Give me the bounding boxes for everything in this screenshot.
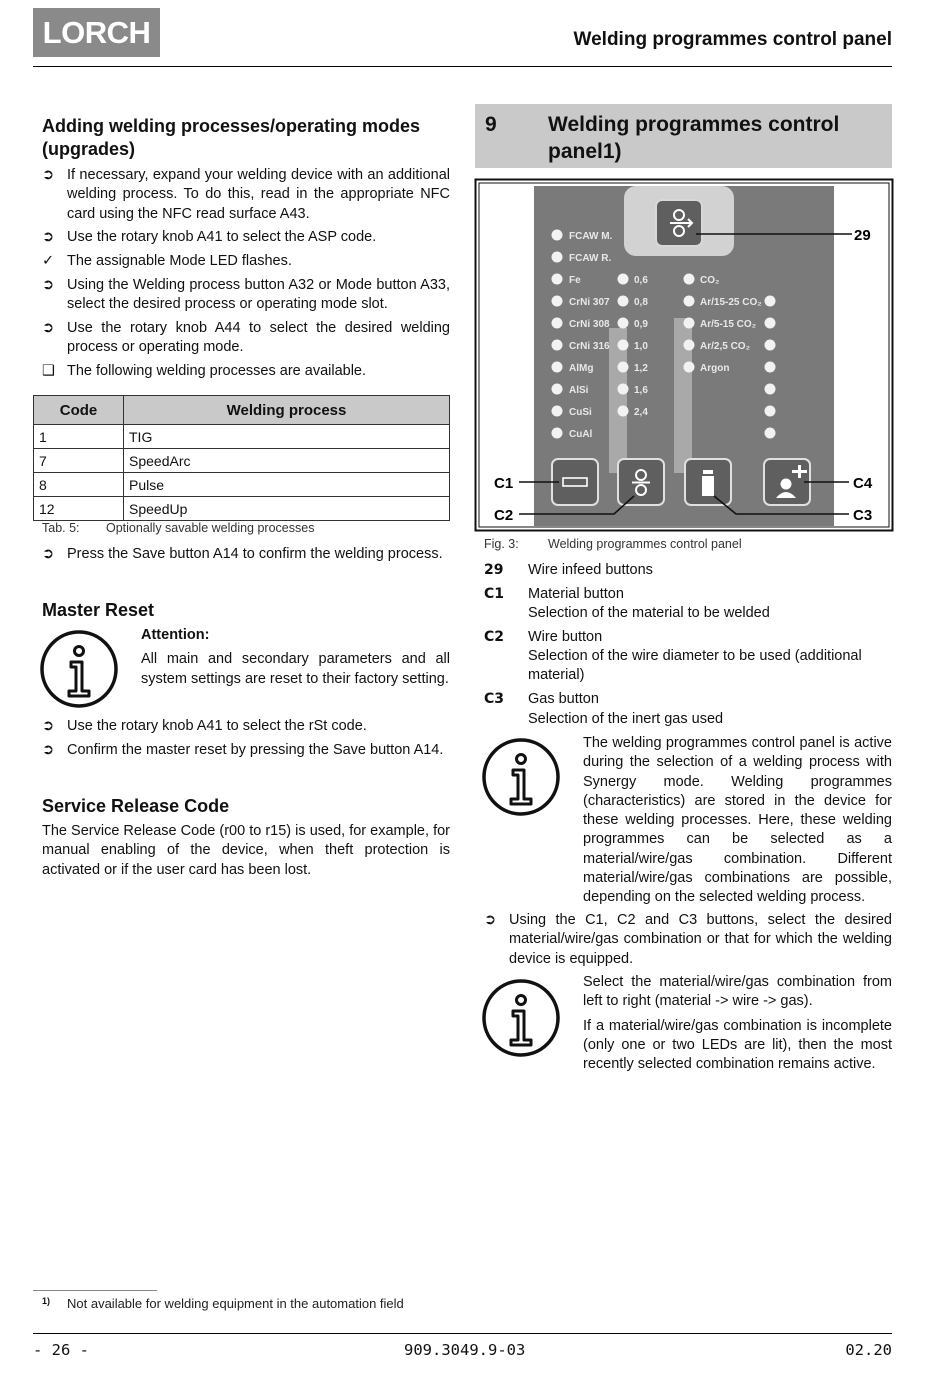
callout-c4: C4 bbox=[853, 475, 873, 492]
callout-c3: C3 bbox=[853, 507, 873, 524]
step-text: Use the rotary knob A41 to select the ASP code. bbox=[67, 229, 377, 246]
wire-led bbox=[618, 340, 629, 351]
step-symbol-icon: ➲ bbox=[42, 320, 55, 337]
info-icon bbox=[39, 629, 119, 709]
user-program-led bbox=[765, 406, 776, 417]
step-text: Confirm the master reset by pressing the Save button A14. bbox=[67, 741, 444, 758]
control-panel-figure bbox=[474, 178, 894, 532]
wire-label: 1,6 bbox=[634, 385, 648, 396]
process-cell: SpeedArc bbox=[124, 449, 450, 473]
legend-key: 29 bbox=[484, 562, 504, 578]
step-symbol-icon: ➲ bbox=[42, 167, 55, 183]
material-led bbox=[552, 230, 563, 241]
gas-label: Ar/5-15 CO₂ bbox=[700, 319, 757, 330]
material-led bbox=[552, 274, 563, 285]
wire-led bbox=[618, 384, 629, 395]
legend-key: C2 bbox=[484, 628, 505, 645]
material-led bbox=[552, 384, 563, 395]
combination-step bbox=[484, 911, 892, 973]
attention-text: All main and secondary parameters and all system settings are reset to their factory setting. bbox=[141, 651, 450, 687]
callout-29: 29 bbox=[854, 227, 871, 244]
gas-label: Ar/2,5 CO₂ bbox=[700, 341, 751, 352]
figure-caption bbox=[484, 537, 742, 551]
service-heading: Service Release Code bbox=[42, 796, 230, 816]
table-row bbox=[34, 473, 450, 497]
service-section bbox=[42, 795, 450, 880]
material-label: FCAW R. bbox=[569, 253, 612, 264]
callout-c2: C2 bbox=[494, 507, 514, 524]
wire-label: 0,9 bbox=[634, 319, 648, 330]
footnote-text: Not available for welding equipment in the automation field bbox=[67, 1296, 404, 1311]
caption-text: Optionally savable welding processes bbox=[106, 521, 315, 535]
step-symbol-icon: ➲ bbox=[42, 276, 55, 293]
master-reset-steps bbox=[42, 717, 454, 765]
process-cell: TIG bbox=[124, 425, 450, 449]
step-symbol-icon: ➲ bbox=[42, 229, 55, 246]
step-symbol-icon: ❑ bbox=[42, 363, 55, 380]
arrow-icon: ➲ bbox=[484, 912, 497, 928]
footnote-rule bbox=[33, 1290, 157, 1291]
legend-title: Wire button bbox=[528, 628, 603, 645]
wire-label: 1,2 bbox=[634, 363, 648, 374]
material-led bbox=[552, 318, 563, 329]
processes-table bbox=[33, 395, 450, 521]
arrow-icon: ➲ bbox=[42, 546, 55, 562]
legend-item bbox=[484, 561, 892, 580]
step-item bbox=[42, 228, 450, 247]
attention-box bbox=[141, 626, 450, 689]
material-label: AlMg bbox=[569, 363, 594, 374]
wire-led bbox=[618, 274, 629, 285]
gas-label: CO₂ bbox=[700, 275, 720, 286]
material-label: CrNi 308 bbox=[569, 319, 610, 330]
user-program-led bbox=[765, 296, 776, 307]
step-symbol-icon: ➲ bbox=[42, 718, 55, 734]
legend-description: Selection of the inert gas used bbox=[528, 710, 724, 727]
material-led bbox=[552, 340, 563, 351]
callout-c1: C1 bbox=[494, 475, 514, 492]
wire-led bbox=[618, 406, 629, 417]
service-text: The Service Release Code (r00 to r15) is used, for example, for manual enabling of the device, when theft protection is activated or if the user card has been lost. bbox=[42, 823, 450, 878]
header-rule bbox=[33, 66, 892, 67]
master-reset-heading: Master Reset bbox=[42, 600, 155, 620]
info-synergy-text: The welding programmes control panel is active during the selection of a welding process with Synergy mode. Welding programmes (characteristics) are stored in the device for these welding processes. Here, these welding programmes can be selected as a material/wire/gas combination. Different material/wire/gas combinations are possible, depending on the selected welding process. bbox=[583, 735, 892, 906]
legend-item bbox=[484, 690, 892, 729]
step-text: If necessary, expand your welding device with an additional welding process. To do this, read in the appropriate NFC card using the NFC read surface A43. bbox=[67, 167, 450, 222]
reset-step-item bbox=[42, 717, 454, 736]
figure-legend bbox=[484, 561, 892, 733]
upgrades-steps bbox=[42, 166, 450, 381]
footer-rule bbox=[33, 1333, 892, 1334]
step-text: Use the rotary knob A44 to select the desired welding process or operating mode. bbox=[67, 320, 450, 356]
table-row bbox=[34, 497, 450, 521]
gas-label: Argon bbox=[700, 363, 730, 374]
gas-led bbox=[684, 318, 695, 329]
legend-title: Material button bbox=[528, 585, 624, 602]
table-caption bbox=[42, 521, 314, 535]
legend-item bbox=[484, 585, 892, 624]
table-row bbox=[34, 449, 450, 473]
step-text: Use the rotary knob A41 to select the rSt code. bbox=[67, 718, 367, 734]
step-text: The following welding processes are available. bbox=[67, 363, 367, 380]
step-symbol-icon: ✓ bbox=[42, 253, 55, 270]
user-program-led bbox=[765, 384, 776, 395]
material-label: Fe bbox=[569, 275, 581, 286]
gas-led bbox=[684, 362, 695, 373]
caption-number: Tab. 5: bbox=[42, 521, 80, 535]
section-title: Welding programmes control panel1) bbox=[548, 113, 840, 163]
wire-led bbox=[618, 362, 629, 373]
wire-label: 2,4 bbox=[634, 407, 648, 418]
step-item bbox=[42, 166, 450, 224]
gas-led bbox=[684, 296, 695, 307]
wire-led bbox=[618, 296, 629, 307]
table-header-code: Code bbox=[34, 396, 124, 425]
master-reset-heading-wrap bbox=[42, 599, 154, 622]
footnote-mark: 1) bbox=[42, 1296, 51, 1306]
code-cell: 1 bbox=[34, 425, 124, 449]
user-program-led bbox=[765, 428, 776, 439]
wire-label: 0,8 bbox=[634, 297, 648, 308]
material-led bbox=[552, 296, 563, 307]
material-label: CuAl bbox=[569, 429, 593, 440]
process-cell: Pulse bbox=[124, 473, 450, 497]
legend-title: Wire infeed buttons bbox=[528, 562, 653, 578]
figure-caption-text: Welding programmes control panel bbox=[548, 537, 742, 551]
document-date: 02.20 bbox=[845, 1341, 892, 1359]
material-led bbox=[552, 362, 563, 373]
gas-label: Ar/15-25 CO₂ bbox=[700, 297, 762, 308]
info-order-line: Select the material/wire/gas combination from left to right (material -> wire -> gas). bbox=[583, 974, 892, 1010]
material-label: CrNi 307 bbox=[569, 297, 610, 308]
figure-caption-number: Fig. 3: bbox=[484, 537, 519, 551]
user-program-led bbox=[765, 318, 776, 329]
gas-led bbox=[684, 340, 695, 351]
material-led bbox=[552, 406, 563, 417]
wire-label: 1,0 bbox=[634, 341, 648, 352]
material-led bbox=[552, 428, 563, 439]
step-item bbox=[42, 276, 450, 315]
code-cell: 7 bbox=[34, 449, 124, 473]
attention-label: Attention: bbox=[141, 627, 210, 643]
info-incomplete-line: If a material/wire/gas combination is incomplete (only one or two LEDs are lit), then the most recently selected combination remains active. bbox=[583, 1017, 892, 1073]
legend-description: Selection of the wire diameter to be used (additional material) bbox=[528, 648, 862, 684]
legend-description: Selection of the material to be welded bbox=[528, 605, 770, 622]
step-text: Using the Welding process button A32 or Mode button A33, select the desired process or operating mode slot. bbox=[67, 276, 450, 313]
legend-item bbox=[484, 628, 892, 686]
step-item bbox=[42, 362, 450, 381]
legend-key: C3 bbox=[484, 691, 505, 708]
info-icon bbox=[481, 978, 561, 1058]
code-cell: 8 bbox=[34, 473, 124, 497]
reset-step-item bbox=[42, 741, 454, 760]
material-label: AlSi bbox=[569, 385, 589, 396]
info-icon bbox=[481, 737, 561, 817]
material-label: CuSi bbox=[569, 407, 592, 418]
table-row bbox=[34, 425, 450, 449]
material-label: CrNi 316 bbox=[569, 341, 610, 352]
step-text: Press the Save button A14 to confirm the welding process. bbox=[67, 546, 443, 562]
step-item bbox=[42, 319, 450, 358]
wire-led bbox=[618, 318, 629, 329]
step-text: Using the C1, C2 and C3 buttons, select the desired material/wire/gas combination or that for which the welding device is equipped. bbox=[509, 912, 892, 967]
material-label: FCAW M. bbox=[569, 231, 613, 242]
step-text: The assignable Mode LED flashes. bbox=[67, 253, 292, 270]
section-9-header bbox=[475, 104, 892, 168]
process-cell: SpeedUp bbox=[124, 497, 450, 521]
legend-title: Gas button bbox=[528, 691, 599, 708]
lorch-logo: LORCH bbox=[33, 8, 160, 57]
step-item bbox=[42, 252, 450, 271]
material-led bbox=[552, 252, 563, 263]
section-number: 9 bbox=[485, 113, 497, 136]
wire-label: 0,6 bbox=[634, 275, 648, 286]
page-number: - 26 - bbox=[33, 1341, 89, 1359]
upgrades-section bbox=[42, 115, 450, 386]
table-header-process: Welding process bbox=[124, 396, 450, 425]
save-step bbox=[42, 545, 454, 569]
gas-led bbox=[684, 274, 695, 285]
gas-cylinder-icon bbox=[702, 470, 714, 496]
step-symbol-icon: ➲ bbox=[42, 741, 55, 758]
legend-key: C1 bbox=[484, 585, 505, 602]
code-cell: 12 bbox=[34, 497, 124, 521]
user-program-led bbox=[765, 340, 776, 351]
info-order-text bbox=[583, 973, 892, 1074]
user-program-led bbox=[765, 362, 776, 373]
document-number: 909.3049.9-03 bbox=[404, 1341, 526, 1359]
upgrades-heading: Adding welding processes/operating modes (upgrades) bbox=[42, 116, 421, 159]
header-title: Welding programmes control panel bbox=[573, 29, 892, 50]
